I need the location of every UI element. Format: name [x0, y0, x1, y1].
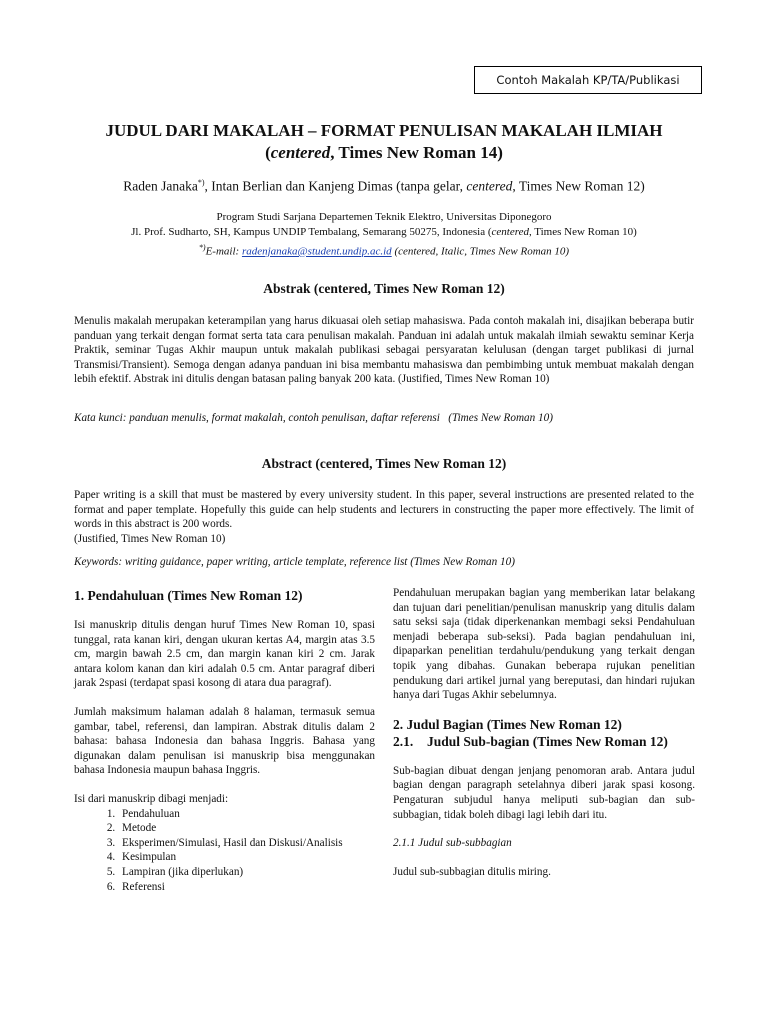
list-item: 2. Metode: [118, 821, 375, 836]
affiliation-line-2: Jl. Prof. Sudharto, SH, Kampus UNDIP Tembalang, Semarang 50275, Indonesia (centered, Times New Roman 10): [131, 226, 637, 238]
subsection-paragraph: Sub-bagian dibuat dengan jenjang penomoran arab. Antara judul bagian dengan paragraph setelahnya diberi jarak spasi kosong. Pengaturan subjudul hanya meliputi sub-bagian dan sub-subbagian, tidak boleh dibagi lagi lebih dari itu.: [393, 764, 695, 821]
left-column: [74, 587, 375, 894]
subsubsection-heading: 2.1.1 Judul sub-subbagian: [393, 837, 512, 850]
abstrak-body: Menulis makalah merupakan keterampilan yang harus dikuasai oleh setiap mahasiswa. Pada contoh makalah ini, disajikan beberapa butir panduan yang terkait dengan format serta tata cara penulisan makalah. Panduan ini adalah untuk makalah ilmiah sewaktu seminar Kerja Praktik, seminar Tugas Akhir maupun untuk makalah publikasi sebagai persyaratan kelulusan (dengan target publikasi di jurnal Transmisi/Transient). Semoga dengan adanya panduan ini bisa membantu mahasiswa dan pembimbing untuk membuat makalah dengan lebih efektif. Abstrak ini ditulis dengan batasan paling banyak 200 kata. (Justified, Times New Roman 10): [74, 315, 694, 386]
section-1-paragraph-2: Jumlah maksimum halaman adalah 8 halaman, termasuk semua gambar, tabel, referensi, dan lampiran. Abstrak ditulis dalam 2 bahasa: bahasa Indonesia dan bahasa Inggris. Bahasa yang digunakan dalam penulisan isi manuskrip bisa menggunakan bahasa Indonesia maupun bahasa Inggris.: [74, 705, 375, 777]
list-item: 5. Lampiran (jika diperlukan): [118, 865, 375, 880]
template-label-box: [474, 66, 702, 94]
section-2-heading: 2. Judul Bagian (Times New Roman 12): [393, 716, 622, 732]
list-item: 6. Referensi: [118, 880, 375, 895]
abstrak-keywords: Kata kunci: panduan menulis, format makalah, contoh penulisan, daftar referensi (Times New Roman 10): [74, 412, 553, 424]
title-line-2: (centered, Times New Roman 14): [265, 143, 503, 162]
list-item: 1. Pendahuluan: [118, 807, 375, 822]
subsection-2-1-heading: 2.1. Judul Sub-bagian (Times New Roman 12): [393, 733, 668, 749]
affiliation-email-line: *)E-mail: radenjanaka@student.undip.ac.id (centered, Italic, Times New Roman 10): [198, 243, 570, 258]
right-column: [393, 586, 695, 879]
paper-title: [60, 120, 708, 164]
list-item: 4. Kesimpulan: [118, 850, 375, 865]
intro-paragraph: Pendahuluan merupakan bagian yang memberikan latar belakang dan tujuan dari penelitian/penulisan manuskrip yang ditulis dalam satu seksi saja (tidak diperkenankan membagi seksi Pendahuluan menjadi beberapa sub-seksi). Pada bagian pendahuluan ini, dipaparkan penelitian terdahulu/pendukung yang terkait dengan topik yang dibahas. Gunakan beberapa rujukan penelitian pendukung dari artikel jurnal yang bereputasi, dan hindari rujukan hanya dari Tugas Akhir sebelumnya.: [393, 587, 695, 702]
title-line-1: JUDUL DARI MAKALAH – FORMAT PENULISAN MAKALAH ILMIAH: [105, 121, 663, 140]
abstract-keywords: Keywords: writing guidance, paper writing, article template, reference list (Times New Roman 10): [74, 556, 515, 568]
list-item: 3. Eksperimen/Simulasi, Hasil dan Diskusi/Analisis: [118, 836, 375, 851]
section-1-paragraph-1: Isi manuskrip ditulis dengan huruf Times New Roman 10, spasi tunggal, rata kanan kiri, dengan ukuran kertas A4, margin atas 3.5 cm, margin bawah 2.5 cm, dan margin kanan kiri 2 cm. Jarak antara kolom kanan dan kiri adalah 0.5 cm. Antar paragraf diberi jarak 2spasi (terdapat spasi kosong di atara dua paragraf).: [74, 619, 375, 690]
abstrak-heading: Abstrak (centered, Times New Roman 12): [263, 281, 505, 296]
template-label: Contoh Makalah KP/TA/Publikasi: [496, 73, 680, 87]
list-intro: Isi dari manuskrip dibagi menjadi:: [74, 792, 229, 805]
abstract-body: Paper writing is a skill that must be mastered by every university student. In this paper, several instructions are presented related to the format and paper template. Hopefully this guide can help students and lecturers in constructing the paper more effectively. The limit of words in this abstract is 200 words. (Justified, Times New Roman 10): [74, 489, 694, 545]
authors-line: Raden Janaka*), Intan Berlian dan Kanjeng Dimas (tanpa gelar, centered, Times New Roman 12): [123, 178, 645, 194]
email-link[interactable]: radenjanaka@student.undip.ac.id: [241, 245, 392, 258]
affiliation-line-1: Program Studi Sarjana Departemen Teknik Elektro, Universitas Diponegoro: [216, 211, 552, 223]
abstract-heading: Abstract (centered, Times New Roman 12): [261, 456, 507, 471]
subsubsection-paragraph: Judul sub-subbagian ditulis miring.: [393, 865, 551, 878]
section-1-heading: 1. Pendahuluan (Times New Roman 12): [74, 588, 303, 603]
manuscript-parts-list: [74, 807, 375, 895]
